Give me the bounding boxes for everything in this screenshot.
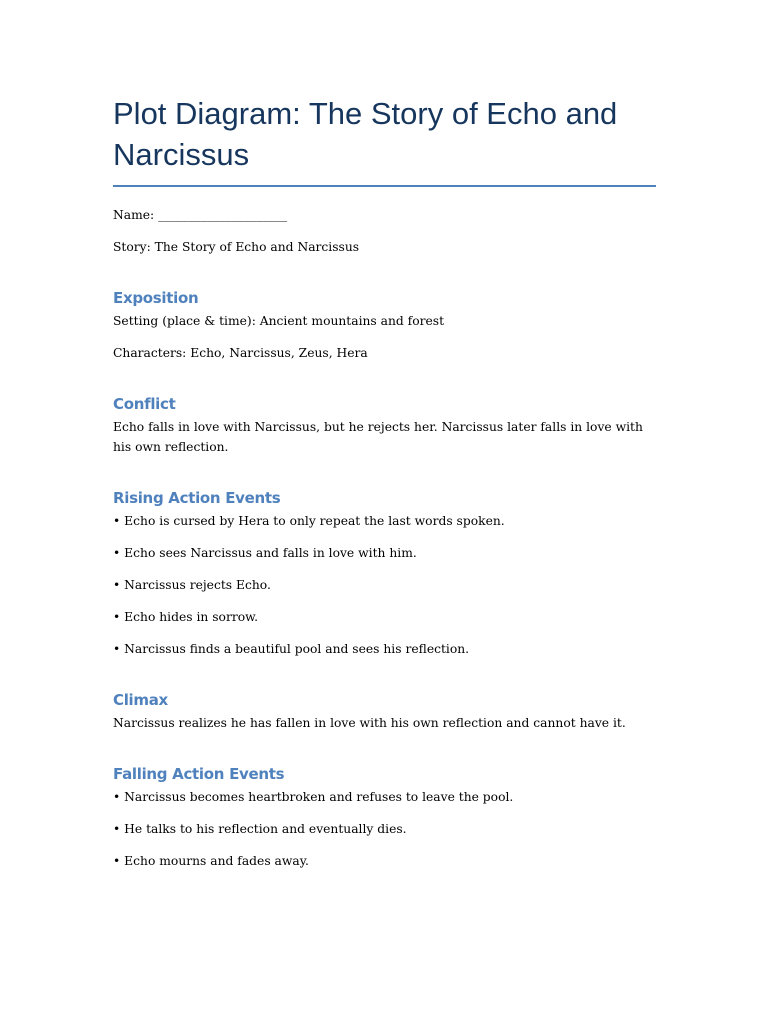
name-field-line: Name: _____________________ bbox=[113, 208, 288, 222]
falling-action-event: • Echo mourns and fades away. bbox=[113, 854, 309, 868]
exposition-section bbox=[113, 288, 656, 363]
falling-action-event: • Narcissus becomes heartbroken and refuses to leave the pool. bbox=[113, 790, 514, 804]
falling-action-heading: Falling Action Events bbox=[113, 765, 285, 783]
page-title: Plot Diagram: The Story of Echo and Narcissus bbox=[113, 96, 618, 172]
rising-action-section bbox=[113, 488, 656, 659]
conflict-section bbox=[113, 394, 656, 457]
conflict-heading: Conflict bbox=[113, 395, 176, 413]
rising-action-event: • Echo sees Narcissus and falls in love with him. bbox=[113, 546, 417, 560]
climax-heading: Climax bbox=[113, 691, 168, 709]
falling-action-section bbox=[113, 764, 656, 871]
exposition-heading: Exposition bbox=[113, 289, 199, 307]
setting-text: Setting (place & time): Ancient mountains and forest bbox=[113, 314, 445, 328]
rising-action-event: • Echo hides in sorrow. bbox=[113, 610, 259, 624]
title-divider bbox=[113, 185, 656, 187]
climax-text: Narcissus realizes he has fallen in love with his own reflection and cannot have it. bbox=[113, 716, 626, 730]
conflict-text: Echo falls in love with Narcissus, but he rejects her. Narcissus later falls in love with his own reflection. bbox=[113, 420, 643, 454]
rising-action-event: • Narcissus rejects Echo. bbox=[113, 578, 271, 592]
rising-action-heading: Rising Action Events bbox=[113, 489, 281, 507]
document-page bbox=[113, 0, 656, 871]
falling-action-event: • He talks to his reflection and eventually dies. bbox=[113, 822, 407, 836]
characters-text: Characters: Echo, Narcissus, Zeus, Hera bbox=[113, 346, 368, 360]
rising-action-event: • Narcissus finds a beautiful pool and sees his reflection. bbox=[113, 642, 470, 656]
story-line: Story: The Story of Echo and Narcissus bbox=[113, 240, 360, 254]
rising-action-event: • Echo is cursed by Hera to only repeat the last words spoken. bbox=[113, 514, 505, 528]
climax-section bbox=[113, 690, 656, 733]
